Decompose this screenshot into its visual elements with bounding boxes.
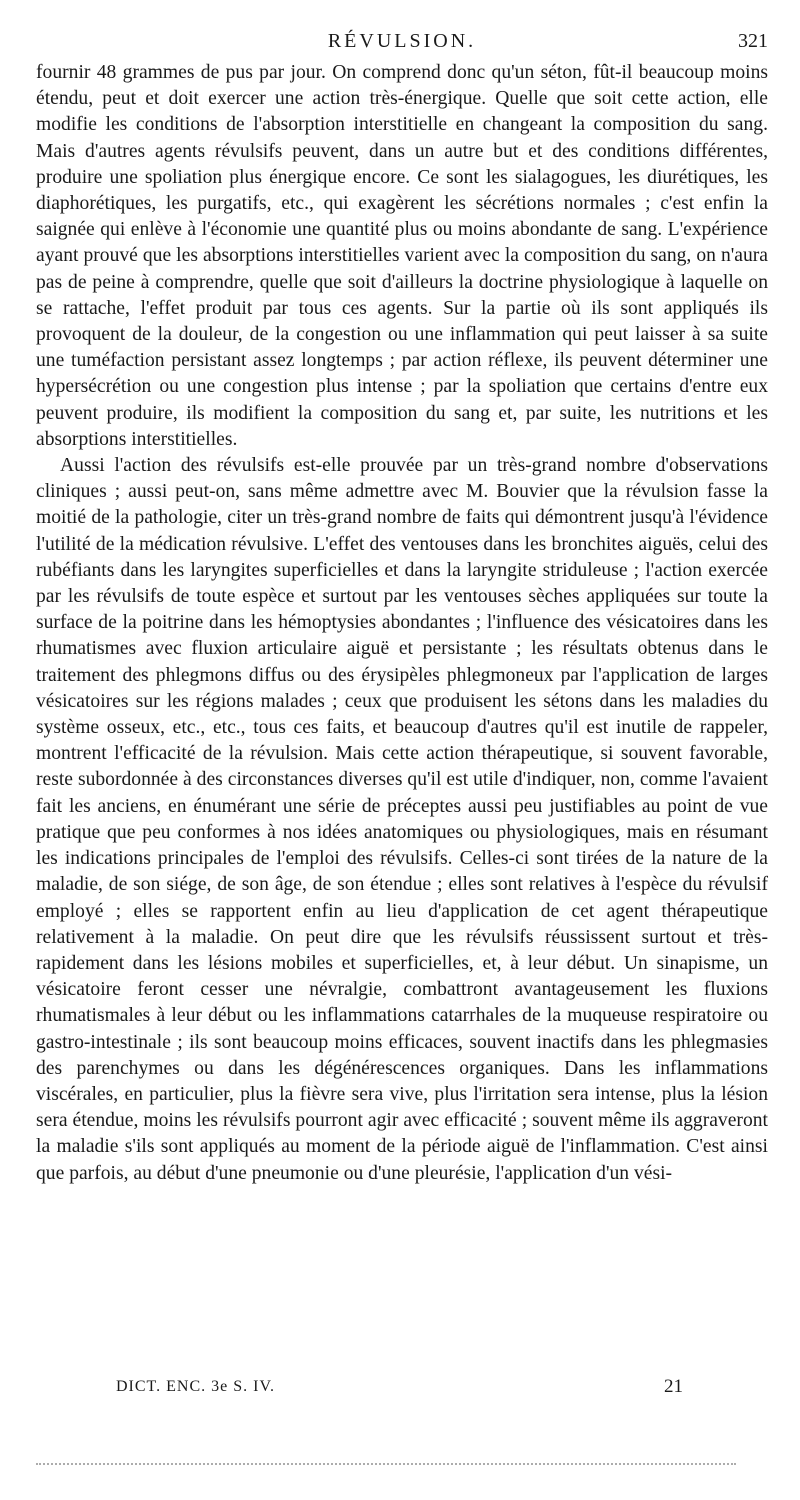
footer bbox=[116, 1378, 716, 1402]
paragraph-1: fournir 48 grammes de pus par jour. On comprend donc qu'un séton, fût-il beaucoup moins étendu, peut et doit exercer une action très-énergique. Quelle que soit cette action, elle modifie les conditions de l'absorption interstitielle en changeant la composition du sang. Mais d'autres agents révulsifs peuvent, dans un autre but et des conditions différentes, produire une spoliation plus énergique encore. Ce sont les sialagogues, les diurétiques, les diaphorétiques, les purgatifs, etc., qui exagèrent les sécrétions normales ; c'est enfin la saignée qui enlève à l'économie une quantité plus ou moins abondante de sang. L'expérience ayant prouvé que les absorptions interstitielles varient avec la composition du sang, on n'aura pas de peine à comprendre, quelle que soit d'ailleurs la doctrine physiologique à laquelle on se rattache, l'effet produit par tous ces agents. Sur la partie où ils sont appliqués ils provoquent de la douleur, de la congestion ou une inflammation qui peut laisser à sa suite une tuméfaction persistant assez longtemps ; par action réflexe, ils peuvent déterminer une hypersécrétion ou une congestion plus intense ; par la spoliation que certains d'entre eux peuvent produire, ils modifient la composition du sang et, par suite, les nutritions et les absorptions interstitielles. bbox=[36, 62, 768, 450]
body-text bbox=[36, 60, 768, 1187]
running-title: RÉVULSION. bbox=[327, 30, 477, 52]
bottom-rule bbox=[36, 1463, 736, 1465]
signature-number: 21 bbox=[664, 1376, 683, 1397]
page-number: 321 bbox=[738, 30, 768, 52]
printer-signature: DICT. ENC. 3e S. IV. bbox=[116, 1378, 275, 1395]
paragraph-2: Aussi l'action des révulsifs est-elle prouvée par un très-grand nombre d'observations cliniques ; aussi peut-on, sans même admettre avec M. Bouvier que la révulsion fasse la moitié de la pathologie, citer un très-grand nombre de faits qui démontrent jusqu'à l'évidence l'utilité de la médication révulsive. L'effet des ventouses dans les bronchites aiguës, celui des rubéfiants dans les laryngites superficielles et dans la laryngite striduleuse ; l'action exercée par les révulsifs de toute espèce et surtout par les ventouses sèches appliquées sur toute la surface de la poitrine dans les hémoptysies abondantes ; l'influence des vésicatoires dans les rhumatismes avec fluxion articulaire aiguë et persistante ; les résultats obtenus dans le traitement des phlegmons diffus ou des érysipèles phlegmoneux par l'application de larges vésicatoires sur les régions malades ; ceux que produisent les sétons dans les maladies du système osseux, etc., etc., tous ces faits, et beaucoup d'autres qu'il est inutile de rappeler, montrent l'efficacité de la révulsion. Mais cette action thérapeutique, si souvent favorable, reste subordonnée à des circonstances diverses qu'il est utile d'indiquer, non, comme l'avaient fait les anciens, en énumérant une série de préceptes aussi peu justifiables au point de vue pratique que peu conformes à nos idées anatomiques ou physiologiques, mais en résumant les indications principales de l'emploi des révulsifs. Celles-ci sont tirées de la nature de la maladie, de son siége, de son âge, de son étendue ; elles sont relatives à l'espèce du révulsif employé ; elles se rapportent enfin au lieu d'application de cet agent thérapeutique relativement à la maladie. On peut dire que les révulsifs réussissent surtout et très-rapidement dans les lésions mobiles et superficielles, et, à leur début. Un sinapisme, un vésicatoire feront cesser une névralgie, combattront avantageusement les fluxions rhumatismales à leur début ou les inflammations catarrhales de la muqueuse respiratoire ou gastro-intestinale ; ils sont beaucoup moins efficaces, souvent inactifs dans les phlegmasies des parenchymes ou dans les dégénérescences organiques. Dans les inflammations viscérales, en particulier, plus la fièvre sera vive, plus l'irritation sera intense, plus la lésion sera étendue, moins les révulsifs pourront agir avec efficacité ; souvent même ils aggraveront la maladie s'ils sont appliqués au moment de la période aiguë de l'inflammation. C'est ainsi que parfois, au début d'une pneumonie ou d'une pleurésie, l'application d'un vési- bbox=[36, 455, 768, 1184]
running-head bbox=[36, 30, 768, 56]
